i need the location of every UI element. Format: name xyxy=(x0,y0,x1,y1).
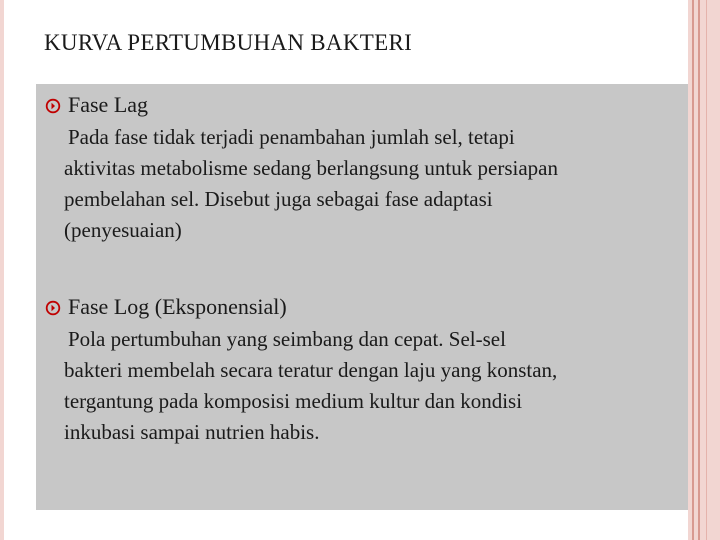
section-heading: Fase Lag xyxy=(68,92,149,117)
body-line: inkubasi sampai nutrien habis. xyxy=(64,420,320,444)
circle-arrow-bullet-icon xyxy=(45,300,61,316)
section-body xyxy=(64,122,679,246)
body-line: aktivitas metabolisme sedang berlangsung untuk persiapan xyxy=(64,156,558,180)
body-line: bakteri membelah secara teratur dengan laju yang konstan, xyxy=(64,358,558,382)
slide-title: KURVA PERTUMBUHAN BAKTERI xyxy=(44,30,413,55)
bullet-item-log-phase xyxy=(36,294,688,448)
body-line: Pada fase tidak terjadi penambahan jumlah sel, tetapi xyxy=(68,125,515,149)
section-heading: Fase Log (Eksponensial) xyxy=(68,294,287,319)
body-line: pembelahan sel. Disebut juga sebagai fase adaptasi xyxy=(64,187,493,211)
content-box xyxy=(36,84,688,510)
circle-arrow-bullet-icon xyxy=(45,98,61,114)
section-body xyxy=(64,324,679,448)
border-line xyxy=(692,0,694,540)
right-border-decoration xyxy=(688,0,720,540)
body-line: Pola pertumbuhan yang seimbang dan cepat. Sel-sel xyxy=(68,327,506,351)
body-line: (penyesuaian) xyxy=(64,218,182,242)
border-line xyxy=(698,0,700,540)
left-border-decoration xyxy=(0,0,4,540)
border-line xyxy=(706,0,707,540)
body-line: tergantung pada komposisi medium kultur dan kondisi xyxy=(64,389,523,413)
bullet-item-lag-phase xyxy=(36,92,688,246)
